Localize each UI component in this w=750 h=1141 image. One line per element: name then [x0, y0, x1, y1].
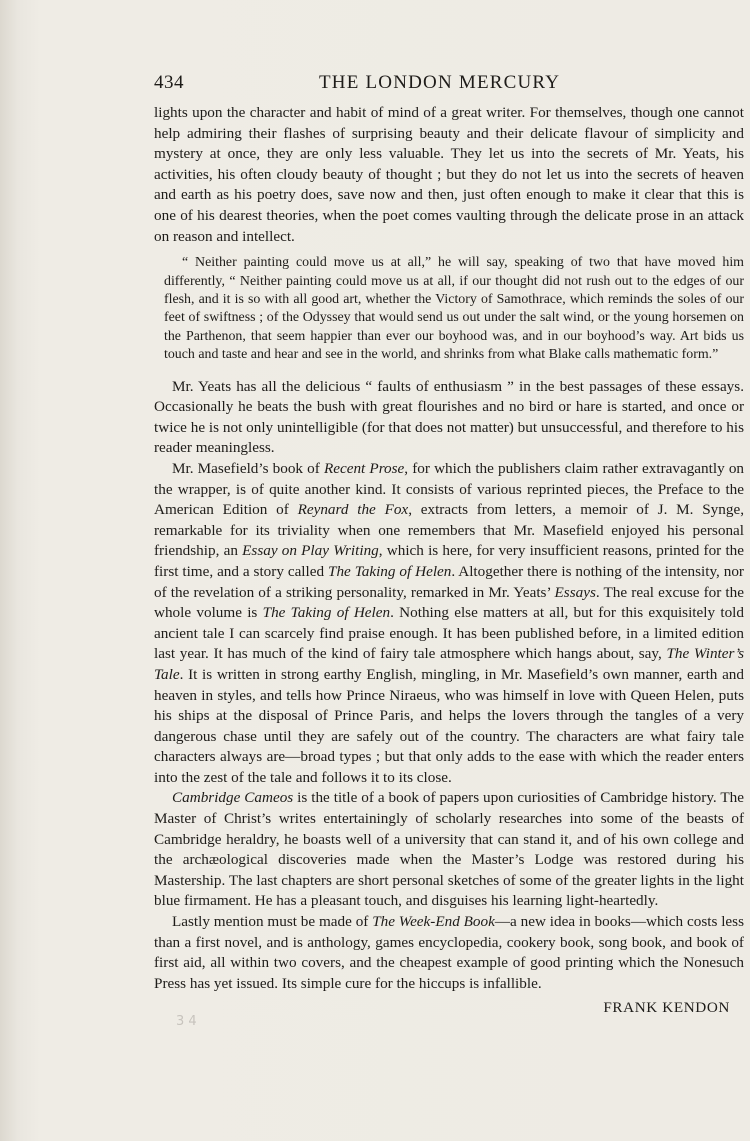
- pencil-annotation: 3 4: [176, 1014, 197, 1029]
- book-title-essays: Essays: [554, 583, 596, 601]
- text-run: . It is written in strong earthy English, mingling, in Mr. Masefield’s own manner, earth and heaven in styles, and tells how Prince Niraeus, who was himself in love with Queen Helen, puts his ships at the disposal of Prince Paris, and helps the lovers through the tangles of a very dangerous chase until they are safely out of the country. The characters are what fairy tale characters always are—broad types ; but that only adds to the ease with which the reader enters into the zest of the tale and follows it to its close.: [154, 665, 744, 786]
- text-run: . Nothing else matters at all, but for this exquisitely told ancient tale I can scarcely find praise enough. It has been published before, in a limited edition last year. It has much of the kind of fairy tale atmosphere which hangs about, say,: [154, 604, 744, 663]
- book-title-winters-tale: The Winter’s Tale: [154, 645, 744, 683]
- book-title-taking-of-helen: The Taking of Helen: [262, 604, 391, 622]
- running-title: THE LONDON MERCURY: [319, 72, 561, 93]
- paragraph-5: [154, 912, 744, 994]
- text-run: Lastly mention must be made of: [172, 913, 373, 931]
- book-title-essay-on-play-writing: Essay on Play Writing: [242, 542, 379, 560]
- book-title-taking-of-helen: The Taking of Helen: [328, 562, 452, 580]
- text-run: . Altogether there is nothing of the intensity, nor of the revelation of a striking personality, remarked in Mr. Yeats’: [154, 562, 744, 601]
- text-run: , for which the publishers claim rather extravagantly on the wrapper, is of quite another kind. It consists of various reprinted pieces, the Preface to the American Edition of: [154, 459, 745, 519]
- book-title-reynard-the-fox: Reynard the Fox: [297, 501, 409, 519]
- book-title-cambridge-cameos: Cambridge Cameos: [172, 789, 294, 807]
- paragraph-2: Mr. Yeats has all the delicious “ faults of enthusiasm ” in the best passages of these essays. Occasionally he beats the bush with great flourishes and no bird or hare is started, and once or twice he is not only unintelligible (for that does not matter) but unsuccessful, and therefore to his reader meaningless.: [154, 377, 744, 457]
- page-header: [154, 72, 744, 96]
- paragraph-3: [154, 459, 744, 789]
- text-run: . The real excuse for the whole volume is: [154, 583, 744, 622]
- text-run: Mr. Masefield’s book of: [172, 459, 324, 477]
- book-title-recent-prose: Recent Prose: [323, 459, 405, 477]
- text-run: , extracts from letters, a memoir of J. M. Synge, remarkable for its triviality when one remembers that Mr. Masefield enjoyed his personal friendship, an: [154, 501, 745, 560]
- text-run: —a new idea in books—which costs less than a first novel, and is anthology, games encyclopedia, cookery book, song book, and book of first aid, all within two covers, and the cheapest example of good printing which the Nonesuch Press has yet issued. Its simple cure for the hiccups is infallible.: [154, 913, 744, 992]
- article-body: [154, 103, 744, 1019]
- text-run: , which is here, for very insufficient reasons, printed for the first time, and a story called: [154, 542, 744, 580]
- text-run: is the title of a book of papers upon curiosities of Cambridge history. The Master of Christ’s writes entertainingly of scholarly researches into some of the beasts of Cambridge heraldry, he boasts well of a university that can stand it, and of his own college and the archæological discoveries made when the Master’s Lodge was restored during his Mastership. The last chapters are short personal sketches of some of the greater lights in the light blue firmament. He has a pleasant touch, and disguises his learning light-heartedly.: [154, 789, 745, 910]
- author-signature: FRANK KENDON: [603, 999, 730, 1017]
- page-number: 434: [154, 72, 184, 93]
- block-quote: “ Neither painting could move us at all,” he will say, speaking of two that have moved him differently, “ Neither painting could move us at all, if our thought did not rush out to the edges of our flesh, and it is so with all good art, whether the Victory of Samothrace, which reminds the soles of our feet of swiftness ; of the Odyssey that would send us out under the salt wind, or the young horsemen on the Parthenon, that seem happier than ever our boyhood was, and in our boyhood’s way. Art bids us touch and taste and hear and see in the world, and shrinks from what Blake calls mathematic form.”: [164, 255, 744, 363]
- paragraph-4: [154, 788, 744, 912]
- paragraph-1: lights upon the character and habit of mind of a great writer. For themselves, though one cannot help admiring their flashes of surprising beauty and their delicate flavour of simplicity and mystery at once, they are only less valuable. They let us into the secrets of Mr. Yeats, his activities, his often cloudy beauty of thought ; but they do not let us into the secrets of heaven and earth as his poetry does, save now and then, just often enough to make it clear that this is one of his dearest theories, when the poet comes vaulting through the delicate prose in an attack on reason and intellect.: [154, 104, 744, 245]
- book-title-week-end-book: The Week-End Book: [372, 913, 495, 931]
